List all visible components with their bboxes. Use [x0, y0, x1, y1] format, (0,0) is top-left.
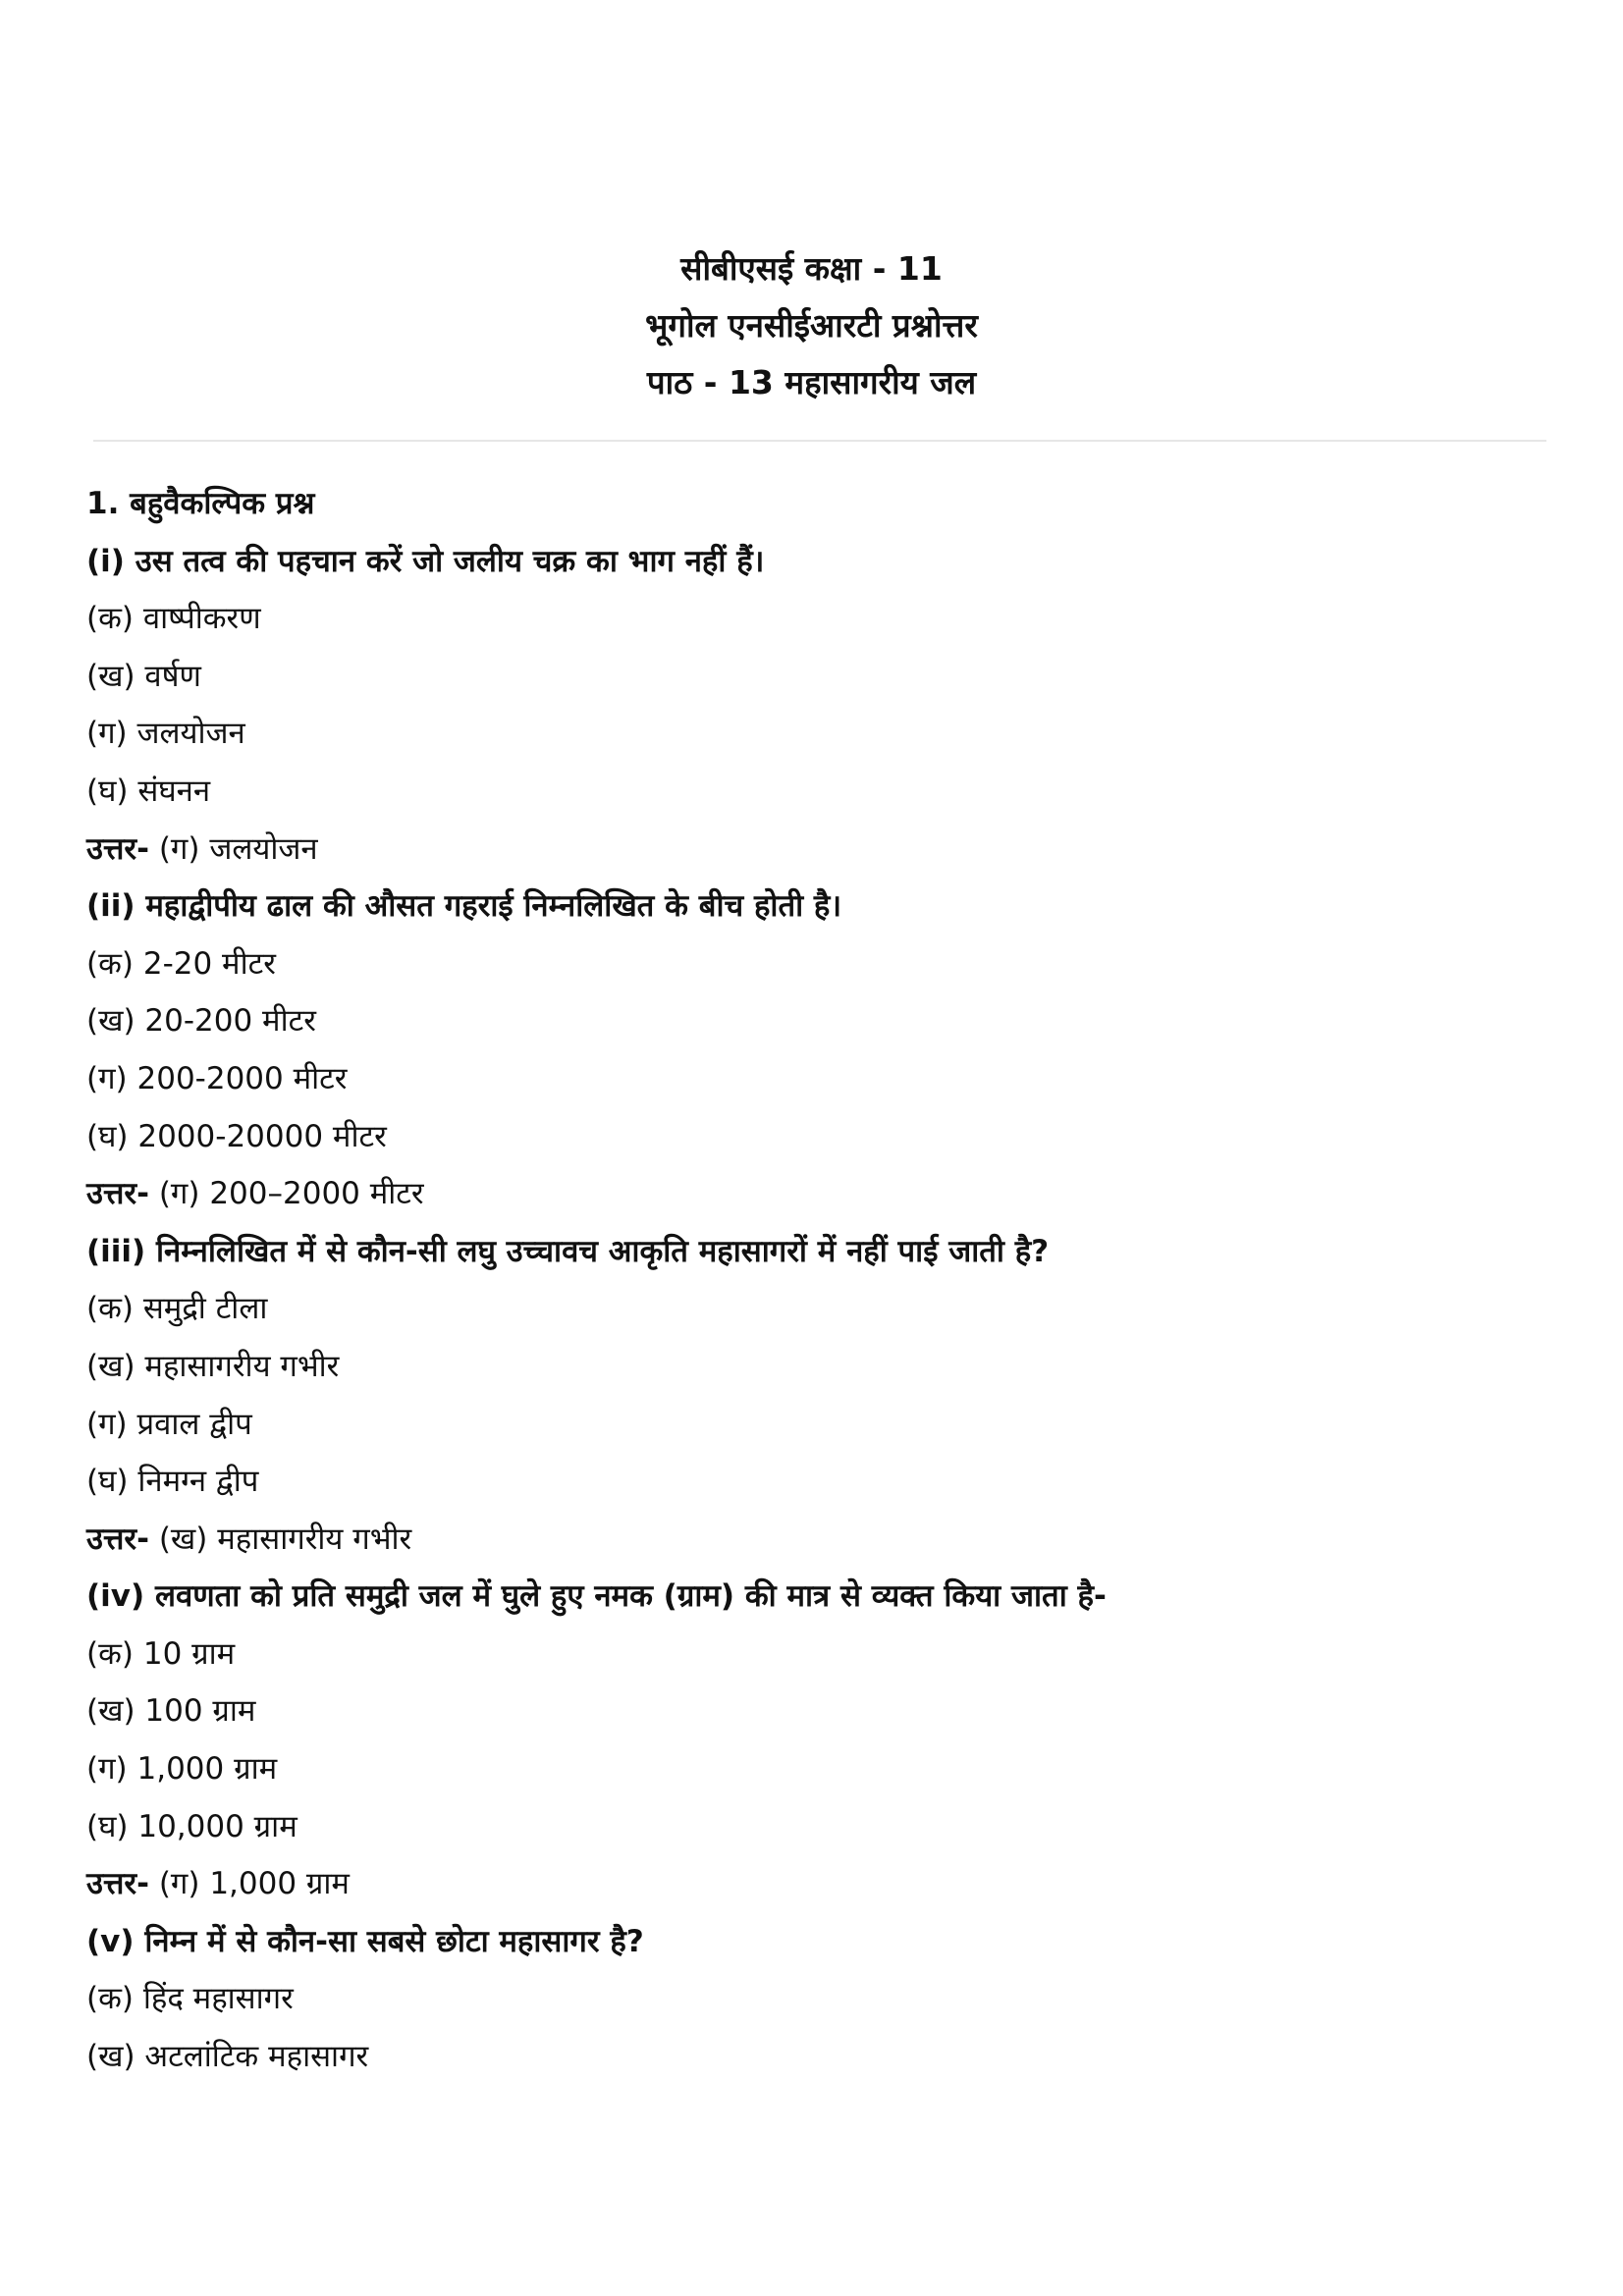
option-text: (घ) 10,000 ग्राम — [86, 1808, 298, 1844]
option-text: (ग) जलयोजन — [86, 716, 245, 752]
option-text: (क) हिंद महासागर — [86, 1981, 294, 2017]
option-text: (ख) महासागरीय गभीर — [86, 1348, 340, 1384]
answer-line — [86, 1855, 1540, 1913]
document-header — [0, 240, 1623, 411]
header-divider — [93, 440, 1546, 442]
chapter-title: पाठ - 13 महासागरीय जल — [646, 363, 977, 401]
answer-line — [86, 1165, 1540, 1223]
answer-text: (ख) महासागरीय गभीर — [158, 1521, 412, 1557]
option-text: (ग) 200-2000 मीटर — [86, 1060, 348, 1096]
section-title: 1. बहुवैकल्पिक प्रश्न — [86, 486, 315, 521]
option-text: (ख) वर्षण — [86, 658, 201, 694]
answer-line — [86, 821, 1540, 879]
answer-label: उत्तर- — [86, 1521, 149, 1557]
question-text: (iii) निम्नलिखित में से कौन-सी लघु उच्चावच आकृति महासागरों में नहीं पाई जाती है? — [86, 1233, 1050, 1269]
option-text: (ग) प्रवाल द्वीप — [86, 1406, 252, 1442]
answer-text: (ग) 200–2000 मीटर — [158, 1176, 424, 1212]
option-text: (घ) 2000-20000 मीटर — [86, 1118, 387, 1154]
answer-text: (ग) 1,000 ग्राम — [158, 1866, 350, 1902]
answer-label: उत्तर- — [86, 1866, 149, 1902]
answer-text: (ग) जलयोजन — [158, 830, 318, 867]
option-text: (क) समुद्री टीला — [86, 1291, 268, 1327]
option-text: (ख) 100 ग्राम — [86, 1693, 256, 1730]
questions-content — [86, 475, 1540, 2086]
class-title: सीबीएसई कक्षा - 11 — [680, 249, 943, 288]
option-text: (घ) निमग्न द्वीप — [86, 1464, 259, 1500]
subject-title: भूगोल एनसीईआरटी प्रश्नोत्तर — [645, 306, 978, 345]
option-text: (क) वाष्पीकरण — [86, 601, 261, 637]
answer-label: उत्तर- — [86, 830, 149, 867]
option-text: (ख) 20-200 मीटर — [86, 1003, 316, 1040]
answer-line — [86, 1511, 1540, 1569]
answer-label: उत्तर- — [86, 1176, 149, 1212]
option-text: (क) 10 ग्राम — [86, 1635, 236, 1672]
question-text: (ii) महाद्वीपीय ढाल की औसत गहराई निम्नलिखित के बीच होती है। — [86, 888, 842, 925]
option-text: (ख) अटलांटिक महासागर — [86, 2039, 369, 2075]
option-text: (ग) 1,000 ग्राम — [86, 1751, 278, 1788]
option-text: (घ) संघनन — [86, 773, 211, 809]
question-text: (iv) लवणता को प्रति समुद्री जल में घुले हुए नमक (ग्राम) की मात्र से व्यक्त किया जाता है- — [86, 1578, 1107, 1615]
question-text: (v) निम्न में से कौन-सा सबसे छोटा महासागर है? — [86, 1923, 644, 1959]
option-text: (क) 2-20 मीटर — [86, 945, 276, 982]
question-text: (i) उस तत्व की पहचान करें जो जलीय चक्र का भाग नहीं हैं। — [86, 543, 765, 579]
